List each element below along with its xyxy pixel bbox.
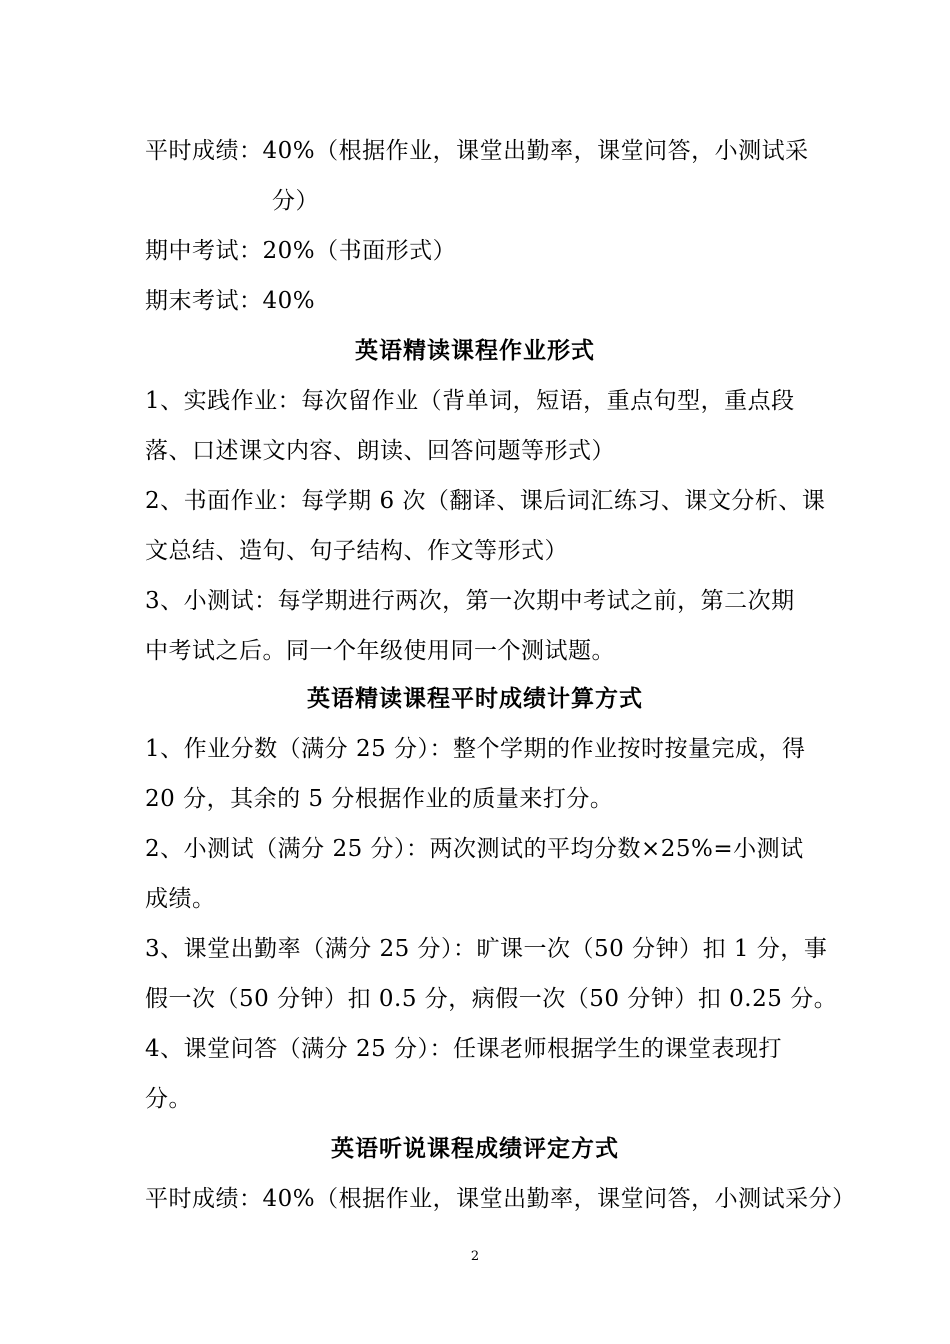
paragraph-line: 4、课堂问答（满分 25 分）：任课老师根据学生的课堂表现打 <box>145 1036 783 1062</box>
paragraph-line: 中考试之后。同一个年级使用同一个测试题。 <box>145 638 615 664</box>
paragraph-line: 1、实践作业：每次留作业（背单词，短语，重点句型，重点段 <box>145 388 795 414</box>
paragraph-line: 假一次（50 分钟）扣 0.5 分，病假一次（50 分钟）扣 0.25 分。 <box>145 986 838 1012</box>
paragraph-line: 文总结、造句、句子结构、作文等形式） <box>145 538 568 564</box>
section-heading: 英语听说课程成绩评定方式 <box>331 1135 619 1162</box>
paragraph-line: 落、口述课文内容、朗读、回答问题等形式） <box>145 438 615 464</box>
paragraph-line: 3、课堂出勤率（满分 25 分）：旷课一次（50 分钟）扣 1 分，事 <box>145 936 828 962</box>
section-heading: 英语精读课程作业形式 <box>355 337 595 364</box>
page-number: 2 <box>470 1249 480 1264</box>
paragraph-line: 3、小测试：每学期进行两次，第一次期中考试之前，第二次期 <box>145 588 795 614</box>
paragraph-line: 1、作业分数（满分 25 分）：整个学期的作业按时按量完成，得 <box>145 736 806 762</box>
paragraph-line: 分。 <box>145 1086 192 1112</box>
paragraph-line: 平时成绩：40%（根据作业，课堂出勤率，课堂问答，小测试采 <box>145 138 809 164</box>
paragraph-line: 平时成绩：40%（根据作业，课堂出勤率，课堂问答，小测试采分） <box>145 1186 856 1212</box>
paragraph-line: 期末考试：40% <box>145 288 316 314</box>
paragraph-line: 分） <box>272 188 319 214</box>
paragraph-line: 20 分，其余的 5 分根据作业的质量来打分。 <box>145 786 614 812</box>
paragraph-line: 2、书面作业：每学期 6 次（翻译、课后词汇练习、课文分析、课 <box>145 488 826 514</box>
section-heading: 英语精读课程平时成绩计算方式 <box>307 685 643 712</box>
paragraph-line: 期中考试：20%（书面形式） <box>145 238 457 264</box>
paragraph-line: 成绩。 <box>145 886 216 912</box>
paragraph-line: 2、小测试（满分 25 分）：两次测试的平均分数×25%=小测试 <box>145 836 804 862</box>
